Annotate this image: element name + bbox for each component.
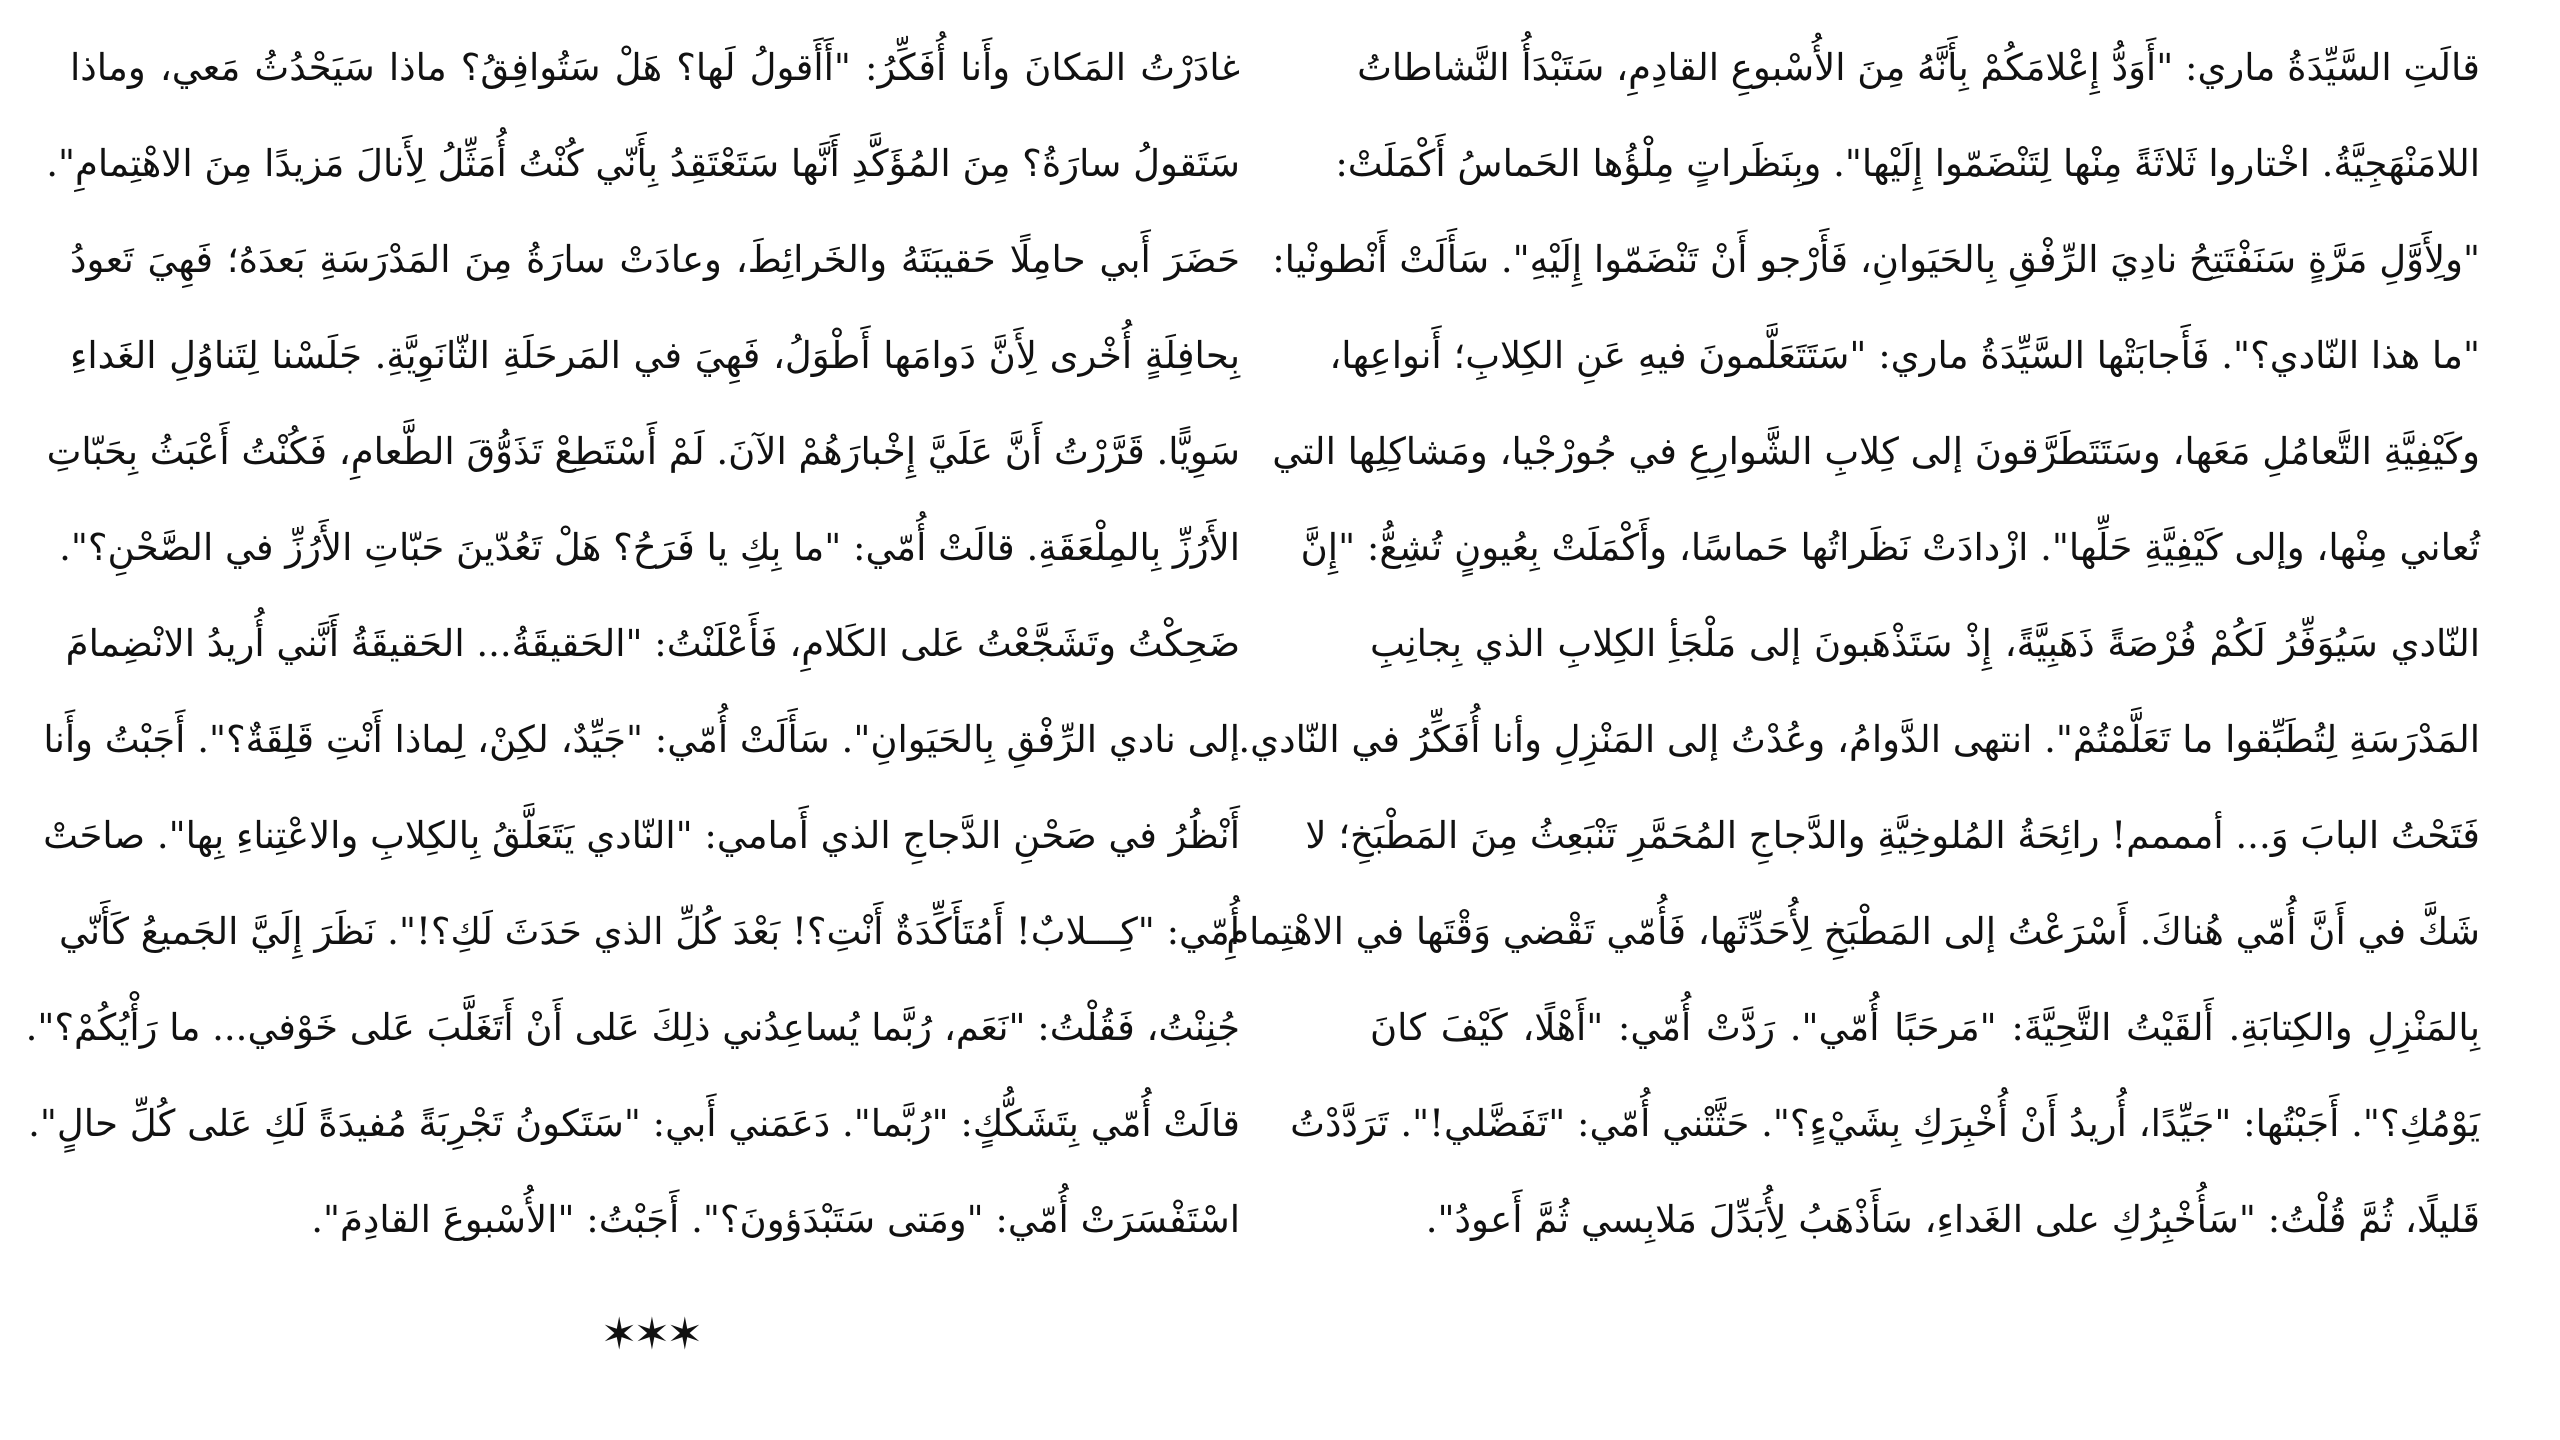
text-line: بِحافِلَةٍ أُخْرى لِأَنَّ دَوامَها أَطْوَلُ، فَهِيَ في المَرحَلَةِ الثّانَوِيَّةِ. جَلَسْنا لِتَناوُلِ الغَداءِ — [70, 334, 1240, 377]
text-line: حَضَرَ أَبي حامِلًا حَقيبَتَهُ والخَرائِطَ، وعادَتْ سارَةُ مِنَ المَدْرَسَةِ بَعدَهُ؛ فَهِيَ تَعودُ — [70, 238, 1240, 281]
text-line: الأَرُزِّ بِالمِلْعَقَةِ. قالَتْ أُمّي: "ما بِكِ يا فَرَحُ؟ هَلْ تَعُدّينَ حَبّاتِ الأَرُزِّ في الصَّحْنِ؟". — [59, 526, 1240, 569]
text-line: ضَحِكْتُ وتَشَجَّعْتُ عَلى الكَلامِ، فَأَعْلَنْتُ: "الحَقيقَةُ... الحَقيقَةُ أَنَّني أُريدُ الانْضِمامَ — [65, 622, 1240, 665]
text-line: النّادي سَيُوَفِّرُ لَكُمْ فُرْصَةً ذَهَبِيَّةً، إِذْ سَتَذْهَبونَ إلى مَلْجَأِ الكِلابِ الذي بِجانِبِ — [1370, 622, 2480, 665]
text-line: تُعاني مِنْها، وإلى كَيْفِيَّةِ حَلِّها". ازْدادَتْ نَظَراتُها حَماسًا، وأَكْمَلَتْ بِعُيونٍ تُشِعُّ: "إِنَّ — [1300, 526, 2480, 569]
text-line: اللامَنْهَجِيَّةُ. اخْتاروا ثَلاثَةً مِنْها لِتَنْضَمّوا إِلَيْها". وبِنَظَراتٍ مِلْؤُها الحَماسُ أَكْمَلَتْ: — [1335, 142, 2480, 185]
text-line: "ما هذا النّادي؟". فَأَجابَتْها السَّيِّدَةُ ماري: "سَتَتَعَلَّمونَ فيهِ عَنِ الكِلابِ؛ أَنواعِها، — [1329, 334, 2480, 377]
text-line: وكَيْفِيَّةِ التَّعامُلِ مَعَها، وسَتَتَطَرَّقونَ إلى كِلابِ الشَّوارِعِ في جُورْجْيا، ومَشاكِلِها التي — [1272, 430, 2480, 473]
text-line: سَوِيًّا. قَرَّرْتُ أَنَّ عَلَيَّ إِخْبارَهُمْ الآنَ. لَمْ أَسْتَطِعْ تَذَوُّقَ الطَّعامِ، فَكُنْتُ أَعْبَثُ بِحَبّاتِ — [46, 430, 1240, 473]
text-line: المَدْرَسَةِ لِتُطَبِّقوا ما تَعَلَّمْتُمْ". انتهى الدَّوامُ، وعُدْتُ إلى المَنْزِلِ وأنا أُفَكِّرُ في النّادي. — [1238, 718, 2480, 761]
text-line: فَتَحْتُ البابَ وَ... أمممم! رائِحَةُ المُلوخِيَّةِ والدَّجاجِ المُحَمَّرِ تَنْبَعِثُ مِنَ المَطْبَخِ؛ لا — [1305, 814, 2480, 857]
text-column-left — [25, 20, 1240, 1268]
text-line: شَكَّ في أَنَّ أُمّي هُناكَ. أَسْرَعْتُ إلى المَطْبَخِ لِأُحَدِّثَها، فَأُمّي تَقْضي وَقْتَها في الاهْتِمامِ — [1226, 910, 2480, 953]
text-line: قالَتْ أُمّي بِتَشَكُّكٍ: "رُبَّما". دَعَمَني أَبي: "سَتَكونُ تَجْرِبَةً مُفيدَةً لَكِ عَلى كُلِّ حالٍ". — [28, 1102, 1240, 1145]
text-line: "ولِأَوَّلِ مَرَّةٍ سَنَفْتَتِحُ نادِيَ الرِّفْقِ بِالحَيَوانِ، فَأَرْجو أَنْ تَنْضَمّوا إِلَيْهِ". سَأَلَتْ أَنْطونْيا: — [1272, 238, 2480, 281]
text-line: أُمّي: "كِـــلابٌ! أَمُتَأَكِّدَةٌ أَنْتِ؟! بَعْدَ كُلِّ الذي حَدَثَ لَكِ؟!". نَظَرَ إِلَيَّ الجَميعُ كَأَنّي — [58, 910, 1240, 953]
text-line: بِالمَنْزِلِ والكِتابَةِ. أَلقَيْتُ التَّحِيَّةَ: "مَرحَبًا أُمّي". رَدَّتْ أُمّي: "أَهْلًا، كَيْفَ كانَ — [1370, 1006, 2480, 1049]
text-line: إلى نادي الرِّفْقِ بِالحَيَوانِ". سَأَلَتْ أُمّي: "جَيِّدٌ، لكِنْ، لِماذا أَنْتِ قَلِقَةٌ؟". أَجَبْتُ وأَنا — [43, 718, 1240, 761]
text-column-right — [1226, 20, 2480, 1268]
text-line: غادَرْتُ المَكانَ وأَنا أُفَكِّرُ: "أَأَقولُ لَها؟ هَلْ سَتُوافِقُ؟ ماذا سَيَحْدُثُ مَعي، وماذا — [70, 46, 1240, 89]
text-line: سَتَقولُ سارَةُ؟ مِنَ المُؤَكَّدِ أَنَّها سَتَعْتَقِدُ بِأَنّي كُنْتُ أُمَثِّلُ لِأَنالَ مَزيدًا مِنَ الاهْتِمامِ". — [46, 142, 1240, 185]
text-line: جُنِنْتُ، فَقُلْتُ: "نَعَم، رُبَّما يُساعِدُني ذلِكَ عَلى أَنْ أَتَغَلَّبَ عَلى خَوْفي... ما رَأْيُكُمْ؟". — [25, 1006, 1240, 1049]
section-separator-stars: ✶✶✶ — [600, 1309, 700, 1360]
text-line: أَنْظُرُ في صَحْنِ الدَّجاجِ الذي أَمامي: "النّادي يَتَعَلَّقُ بِالكِلابِ والاعْتِناءِ بِها". صاحَتْ — [43, 814, 1240, 857]
text-line: قَليلًا، ثُمَّ قُلْتُ: "سَأُخْبِرُكِ على الغَداءِ، سَأَذْهَبُ لِأُبَدِّلَ مَلابِسي ثُمَّ أَعودُ". — [1425, 1198, 2480, 1241]
text-line: يَوْمُكِ؟". أَجَبْتُها: "جَيِّدًا، أُريدُ أَنْ أُخْبِرَكِ بِشَيْءٍ؟". حَثَّتْني أُمّي: "تَفَضَّلي!". تَرَدَّدْتُ — [1290, 1102, 2480, 1145]
text-line: قالَتِ السَّيِّدَةُ ماري: "أَوَدُّ إِعْلامَكُمْ بِأَنَّهُ مِنَ الأُسْبوعِ القادِمِ، سَتَبْدَأُ النَّشاطاتُ — [1357, 46, 2480, 89]
text-line: اسْتَفْسَرَتْ أُمّي: "ومَتى سَتَبْدَؤونَ؟". أَجَبْتُ: "الأُسْبوعَ القادِمَ". — [311, 1198, 1240, 1241]
